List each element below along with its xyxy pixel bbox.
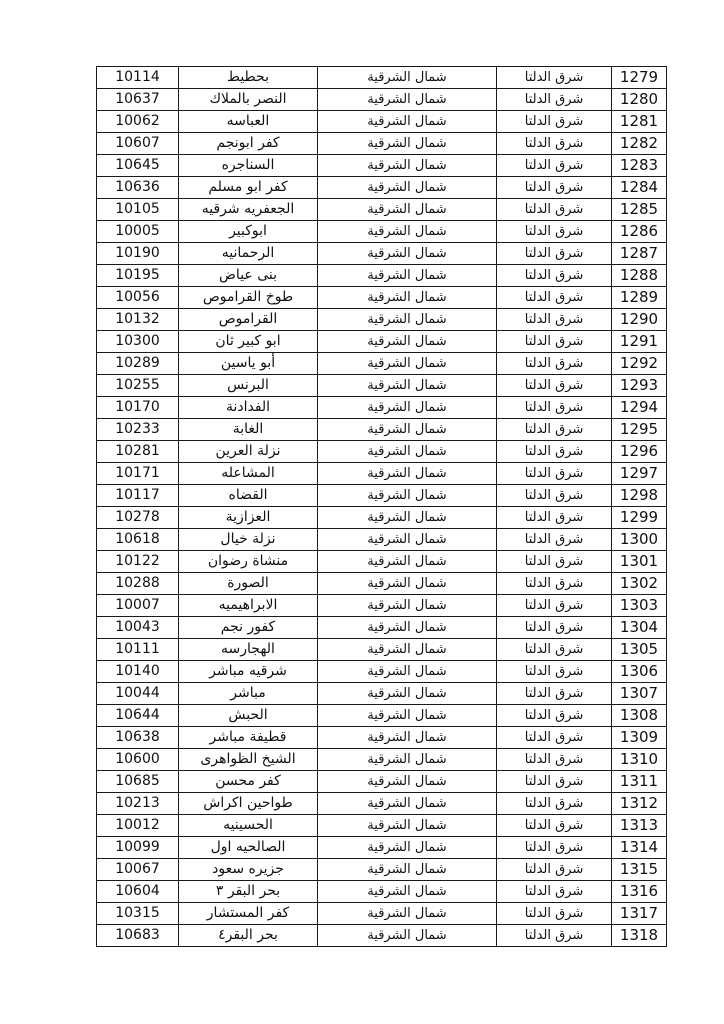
code-cell: 10645 bbox=[97, 155, 179, 177]
serial-number-cell: 1311 bbox=[612, 771, 667, 793]
table-row bbox=[97, 925, 667, 947]
code-cell: 10122 bbox=[97, 551, 179, 573]
serial-number-cell: 1288 bbox=[612, 265, 667, 287]
district-cell: شمال الشرقية bbox=[318, 837, 497, 859]
table-row bbox=[97, 177, 667, 199]
table-row bbox=[97, 221, 667, 243]
region-cell: شرق الدلتا bbox=[497, 617, 612, 639]
village-name-cell: ابوكبير bbox=[179, 221, 318, 243]
code-cell: 10600 bbox=[97, 749, 179, 771]
district-cell: شمال الشرقية bbox=[318, 881, 497, 903]
code-cell: 10604 bbox=[97, 881, 179, 903]
code-cell: 10685 bbox=[97, 771, 179, 793]
district-cell: شمال الشرقية bbox=[318, 793, 497, 815]
code-cell: 10213 bbox=[97, 793, 179, 815]
table-row bbox=[97, 243, 667, 265]
region-cell: شرق الدلتا bbox=[497, 375, 612, 397]
table-row bbox=[97, 573, 667, 595]
district-cell: شمال الشرقية bbox=[318, 507, 497, 529]
serial-number-cell: 1294 bbox=[612, 397, 667, 419]
serial-number-cell: 1283 bbox=[612, 155, 667, 177]
village-name-cell: قطيفة مباشر bbox=[179, 727, 318, 749]
village-name-cell: العزازية bbox=[179, 507, 318, 529]
code-cell: 10255 bbox=[97, 375, 179, 397]
village-name-cell: طواحين اكراش bbox=[179, 793, 318, 815]
region-cell: شرق الدلتا bbox=[497, 683, 612, 705]
region-cell: شرق الدلتا bbox=[497, 441, 612, 463]
district-cell: شمال الشرقية bbox=[318, 749, 497, 771]
table-row bbox=[97, 89, 667, 111]
code-cell: 10132 bbox=[97, 309, 179, 331]
region-cell: شرق الدلتا bbox=[497, 771, 612, 793]
district-cell: شمال الشرقية bbox=[318, 419, 497, 441]
region-cell: شرق الدلتا bbox=[497, 705, 612, 727]
region-cell: شرق الدلتا bbox=[497, 815, 612, 837]
village-name-cell: نزلة خيال bbox=[179, 529, 318, 551]
serial-number-cell: 1313 bbox=[612, 815, 667, 837]
villages-table bbox=[96, 66, 667, 947]
serial-number-cell: 1309 bbox=[612, 727, 667, 749]
table-row bbox=[97, 727, 667, 749]
code-cell: 10281 bbox=[97, 441, 179, 463]
district-cell: شمال الشرقية bbox=[318, 221, 497, 243]
code-cell: 10683 bbox=[97, 925, 179, 947]
village-name-cell: الحبش bbox=[179, 705, 318, 727]
district-cell: شمال الشرقية bbox=[318, 89, 497, 111]
region-cell: شرق الدلتا bbox=[497, 837, 612, 859]
serial-number-cell: 1302 bbox=[612, 573, 667, 595]
district-cell: شمال الشرقية bbox=[318, 705, 497, 727]
serial-number-cell: 1304 bbox=[612, 617, 667, 639]
serial-number-cell: 1307 bbox=[612, 683, 667, 705]
serial-number-cell: 1290 bbox=[612, 309, 667, 331]
table-row bbox=[97, 639, 667, 661]
village-name-cell: شرقيه مباشر bbox=[179, 661, 318, 683]
village-name-cell: المشاعله bbox=[179, 463, 318, 485]
code-cell: 10007 bbox=[97, 595, 179, 617]
table-row bbox=[97, 815, 667, 837]
village-name-cell: الرحمانيه bbox=[179, 243, 318, 265]
district-cell: شمال الشرقية bbox=[318, 595, 497, 617]
village-name-cell: القضاه bbox=[179, 485, 318, 507]
code-cell: 10636 bbox=[97, 177, 179, 199]
table-row bbox=[97, 507, 667, 529]
table-row bbox=[97, 683, 667, 705]
region-cell: شرق الدلتا bbox=[497, 309, 612, 331]
district-cell: شمال الشرقية bbox=[318, 441, 497, 463]
district-cell: شمال الشرقية bbox=[318, 353, 497, 375]
region-cell: شرق الدلتا bbox=[497, 485, 612, 507]
village-name-cell: طوخ القراموص bbox=[179, 287, 318, 309]
district-cell: شمال الشرقية bbox=[318, 243, 497, 265]
code-cell: 10171 bbox=[97, 463, 179, 485]
region-cell: شرق الدلتا bbox=[497, 881, 612, 903]
serial-number-cell: 1301 bbox=[612, 551, 667, 573]
district-cell: شمال الشرقية bbox=[318, 551, 497, 573]
village-name-cell: الابراهيميه bbox=[179, 595, 318, 617]
region-cell: شرق الدلتا bbox=[497, 89, 612, 111]
district-cell: شمال الشرقية bbox=[318, 683, 497, 705]
region-cell: شرق الدلتا bbox=[497, 265, 612, 287]
table-row bbox=[97, 67, 667, 89]
region-cell: شرق الدلتا bbox=[497, 133, 612, 155]
code-cell: 10062 bbox=[97, 111, 179, 133]
code-cell: 10111 bbox=[97, 639, 179, 661]
table-row bbox=[97, 111, 667, 133]
code-cell: 10278 bbox=[97, 507, 179, 529]
village-name-cell: الصورة bbox=[179, 573, 318, 595]
region-cell: شرق الدلتا bbox=[497, 859, 612, 881]
region-cell: شرق الدلتا bbox=[497, 287, 612, 309]
village-name-cell: الشيخ الظواهرى bbox=[179, 749, 318, 771]
code-cell: 10618 bbox=[97, 529, 179, 551]
code-cell: 10638 bbox=[97, 727, 179, 749]
serial-number-cell: 1284 bbox=[612, 177, 667, 199]
table-row bbox=[97, 881, 667, 903]
serial-number-cell: 1296 bbox=[612, 441, 667, 463]
code-cell: 10170 bbox=[97, 397, 179, 419]
district-cell: شمال الشرقية bbox=[318, 573, 497, 595]
district-cell: شمال الشرقية bbox=[318, 331, 497, 353]
table-row bbox=[97, 155, 667, 177]
serial-number-cell: 1281 bbox=[612, 111, 667, 133]
region-cell: شرق الدلتا bbox=[497, 155, 612, 177]
table-row bbox=[97, 419, 667, 441]
village-name-cell: الغابة bbox=[179, 419, 318, 441]
serial-number-cell: 1289 bbox=[612, 287, 667, 309]
table-row bbox=[97, 309, 667, 331]
region-cell: شرق الدلتا bbox=[497, 727, 612, 749]
district-cell: شمال الشرقية bbox=[318, 133, 497, 155]
village-name-cell: كفر ابونجم bbox=[179, 133, 318, 155]
village-name-cell: كفور نجم bbox=[179, 617, 318, 639]
code-cell: 10099 bbox=[97, 837, 179, 859]
table-row bbox=[97, 705, 667, 727]
region-cell: شرق الدلتا bbox=[497, 529, 612, 551]
code-cell: 10005 bbox=[97, 221, 179, 243]
district-cell: شمال الشرقية bbox=[318, 375, 497, 397]
serial-number-cell: 1280 bbox=[612, 89, 667, 111]
village-name-cell: الصالحيه اول bbox=[179, 837, 318, 859]
table-row bbox=[97, 837, 667, 859]
district-cell: شمال الشرقية bbox=[318, 155, 497, 177]
village-name-cell: الحسينيه bbox=[179, 815, 318, 837]
serial-number-cell: 1318 bbox=[612, 925, 667, 947]
serial-number-cell: 1316 bbox=[612, 881, 667, 903]
code-cell: 10644 bbox=[97, 705, 179, 727]
village-name-cell: البرنس bbox=[179, 375, 318, 397]
serial-number-cell: 1306 bbox=[612, 661, 667, 683]
village-name-cell: النصر بالملاك bbox=[179, 89, 318, 111]
serial-number-cell: 1314 bbox=[612, 837, 667, 859]
region-cell: شرق الدلتا bbox=[497, 111, 612, 133]
region-cell: شرق الدلتا bbox=[497, 243, 612, 265]
village-name-cell: القراموص bbox=[179, 309, 318, 331]
district-cell: شمال الشرقية bbox=[318, 903, 497, 925]
serial-number-cell: 1293 bbox=[612, 375, 667, 397]
table-row bbox=[97, 397, 667, 419]
code-cell: 10105 bbox=[97, 199, 179, 221]
table-row bbox=[97, 375, 667, 397]
village-name-cell: الجعفريه شرقيه bbox=[179, 199, 318, 221]
region-cell: شرق الدلتا bbox=[497, 397, 612, 419]
code-cell: 10195 bbox=[97, 265, 179, 287]
table-row bbox=[97, 463, 667, 485]
region-cell: شرق الدلتا bbox=[497, 793, 612, 815]
table-body bbox=[97, 67, 667, 947]
serial-number-cell: 1303 bbox=[612, 595, 667, 617]
serial-number-cell: 1295 bbox=[612, 419, 667, 441]
village-name-cell: بحر البقر ٣ bbox=[179, 881, 318, 903]
code-cell: 10043 bbox=[97, 617, 179, 639]
serial-number-cell: 1286 bbox=[612, 221, 667, 243]
serial-number-cell: 1291 bbox=[612, 331, 667, 353]
district-cell: شمال الشرقية bbox=[318, 463, 497, 485]
table-row bbox=[97, 771, 667, 793]
serial-number-cell: 1297 bbox=[612, 463, 667, 485]
table-row bbox=[97, 441, 667, 463]
village-name-cell: كفر المستشار bbox=[179, 903, 318, 925]
district-cell: شمال الشرقية bbox=[318, 67, 497, 89]
village-name-cell: كفر ابو مسلم bbox=[179, 177, 318, 199]
region-cell: شرق الدلتا bbox=[497, 551, 612, 573]
serial-number-cell: 1310 bbox=[612, 749, 667, 771]
serial-number-cell: 1308 bbox=[612, 705, 667, 727]
district-cell: شمال الشرقية bbox=[318, 661, 497, 683]
district-cell: شمال الشرقية bbox=[318, 199, 497, 221]
serial-number-cell: 1317 bbox=[612, 903, 667, 925]
village-name-cell: نزلة العرين bbox=[179, 441, 318, 463]
region-cell: شرق الدلتا bbox=[497, 749, 612, 771]
table-row bbox=[97, 529, 667, 551]
village-name-cell: جزيره سعود bbox=[179, 859, 318, 881]
district-cell: شمال الشرقية bbox=[318, 639, 497, 661]
village-name-cell: العباسه bbox=[179, 111, 318, 133]
code-cell: 10056 bbox=[97, 287, 179, 309]
district-cell: شمال الشرقية bbox=[318, 397, 497, 419]
village-name-cell: منشاة رضوان bbox=[179, 551, 318, 573]
table-row bbox=[97, 485, 667, 507]
region-cell: شرق الدلتا bbox=[497, 419, 612, 441]
region-cell: شرق الدلتا bbox=[497, 507, 612, 529]
region-cell: شرق الدلتا bbox=[497, 595, 612, 617]
table-row bbox=[97, 661, 667, 683]
table-row bbox=[97, 199, 667, 221]
region-cell: شرق الدلتا bbox=[497, 199, 612, 221]
region-cell: شرق الدلتا bbox=[497, 661, 612, 683]
code-cell: 10233 bbox=[97, 419, 179, 441]
region-cell: شرق الدلتا bbox=[497, 463, 612, 485]
table-row bbox=[97, 133, 667, 155]
code-cell: 10637 bbox=[97, 89, 179, 111]
district-cell: شمال الشرقية bbox=[318, 529, 497, 551]
village-name-cell: الهجارسه bbox=[179, 639, 318, 661]
region-cell: شرق الدلتا bbox=[497, 903, 612, 925]
village-name-cell: مباشر bbox=[179, 683, 318, 705]
district-cell: شمال الشرقية bbox=[318, 287, 497, 309]
code-cell: 10140 bbox=[97, 661, 179, 683]
district-cell: شمال الشرقية bbox=[318, 617, 497, 639]
code-cell: 10607 bbox=[97, 133, 179, 155]
village-name-cell: السناجره bbox=[179, 155, 318, 177]
code-cell: 10117 bbox=[97, 485, 179, 507]
table-row bbox=[97, 551, 667, 573]
table-row bbox=[97, 617, 667, 639]
village-name-cell: ابو كبير ثان bbox=[179, 331, 318, 353]
code-cell: 10289 bbox=[97, 353, 179, 375]
table-row bbox=[97, 331, 667, 353]
code-cell: 10315 bbox=[97, 903, 179, 925]
village-name-cell: الفدادنة bbox=[179, 397, 318, 419]
village-name-cell: بحطيط bbox=[179, 67, 318, 89]
district-cell: شمال الشرقية bbox=[318, 815, 497, 837]
region-cell: شرق الدلتا bbox=[497, 353, 612, 375]
table-row bbox=[97, 903, 667, 925]
serial-number-cell: 1312 bbox=[612, 793, 667, 815]
serial-number-cell: 1315 bbox=[612, 859, 667, 881]
code-cell: 10300 bbox=[97, 331, 179, 353]
district-cell: شمال الشرقية bbox=[318, 309, 497, 331]
region-cell: شرق الدلتا bbox=[497, 639, 612, 661]
table-row bbox=[97, 265, 667, 287]
district-cell: شمال الشرقية bbox=[318, 265, 497, 287]
table-row bbox=[97, 287, 667, 309]
district-cell: شمال الشرقية bbox=[318, 727, 497, 749]
table-row bbox=[97, 595, 667, 617]
serial-number-cell: 1285 bbox=[612, 199, 667, 221]
region-cell: شرق الدلتا bbox=[497, 331, 612, 353]
code-cell: 10044 bbox=[97, 683, 179, 705]
serial-number-cell: 1298 bbox=[612, 485, 667, 507]
code-cell: 10288 bbox=[97, 573, 179, 595]
region-cell: شرق الدلتا bbox=[497, 67, 612, 89]
table-row bbox=[97, 749, 667, 771]
district-cell: شمال الشرقية bbox=[318, 111, 497, 133]
region-cell: شرق الدلتا bbox=[497, 573, 612, 595]
serial-number-cell: 1300 bbox=[612, 529, 667, 551]
code-cell: 10114 bbox=[97, 67, 179, 89]
serial-number-cell: 1292 bbox=[612, 353, 667, 375]
code-cell: 10067 bbox=[97, 859, 179, 881]
village-name-cell: أبو ياسين bbox=[179, 353, 318, 375]
serial-number-cell: 1282 bbox=[612, 133, 667, 155]
district-cell: شمال الشرقية bbox=[318, 925, 497, 947]
code-cell: 10012 bbox=[97, 815, 179, 837]
region-cell: شرق الدلتا bbox=[497, 925, 612, 947]
district-cell: شمال الشرقية bbox=[318, 177, 497, 199]
district-cell: شمال الشرقية bbox=[318, 485, 497, 507]
table-row bbox=[97, 859, 667, 881]
table-row bbox=[97, 793, 667, 815]
table-row bbox=[97, 353, 667, 375]
district-cell: شمال الشرقية bbox=[318, 771, 497, 793]
region-cell: شرق الدلتا bbox=[497, 177, 612, 199]
code-cell: 10190 bbox=[97, 243, 179, 265]
region-cell: شرق الدلتا bbox=[497, 221, 612, 243]
serial-number-cell: 1279 bbox=[612, 67, 667, 89]
serial-number-cell: 1305 bbox=[612, 639, 667, 661]
village-name-cell: بحر البقر٤ bbox=[179, 925, 318, 947]
village-name-cell: بنى عياض bbox=[179, 265, 318, 287]
village-name-cell: كفر محسن bbox=[179, 771, 318, 793]
district-cell: شمال الشرقية bbox=[318, 859, 497, 881]
serial-number-cell: 1287 bbox=[612, 243, 667, 265]
serial-number-cell: 1299 bbox=[612, 507, 667, 529]
